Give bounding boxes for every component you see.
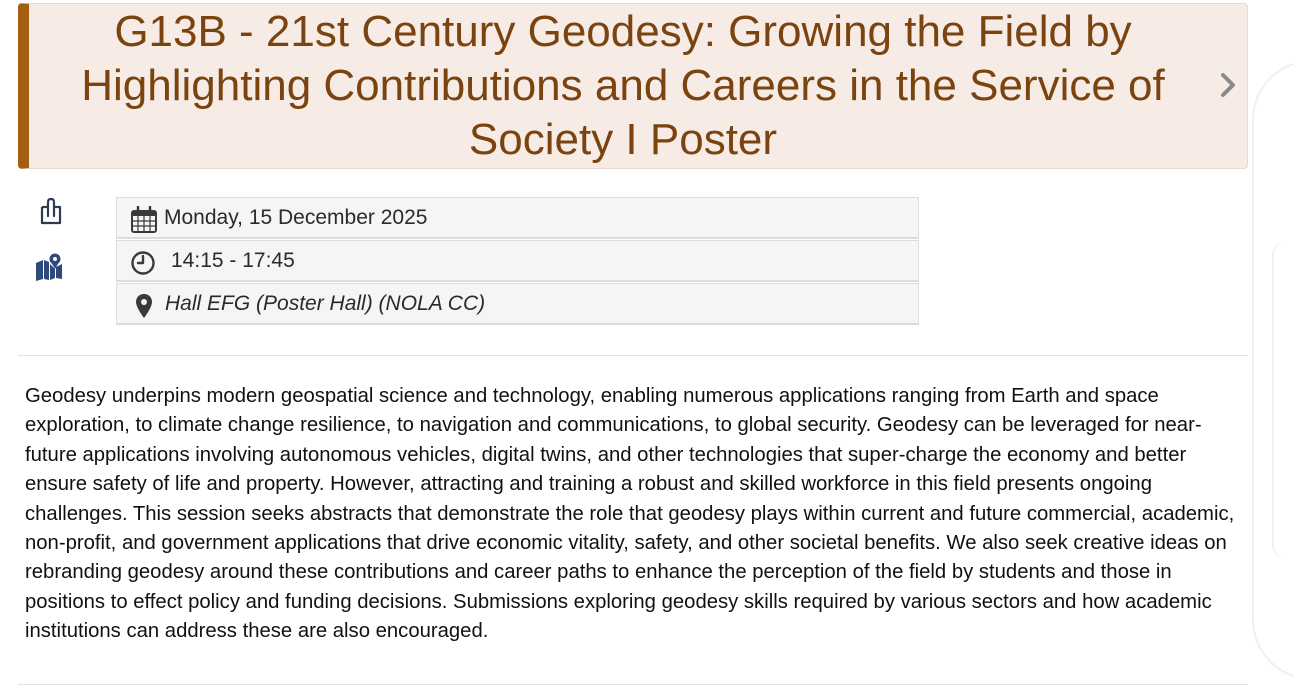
session-header[interactable] (18, 3, 1248, 169)
chevron-right-icon[interactable] (1215, 70, 1241, 100)
location-row[interactable] (116, 283, 919, 325)
share-icon[interactable] (36, 196, 66, 226)
map-icon[interactable] (34, 252, 64, 282)
session-title: G13B - 21st Century Geodesy: Growing the Field by Highlighting Contributions and Careers in the Service of Society I Poster (81, 7, 1165, 164)
session-date: Monday, 15 December 2025 (164, 206, 428, 229)
background-watermark-detail (1272, 240, 1294, 560)
clock-icon (130, 249, 158, 277)
session-location[interactable]: Hall EFG (Poster Hall) (NOLA CC) (165, 292, 486, 315)
session-time: 14:15 - 17:45 (171, 249, 295, 272)
session-description: Geodesy underpins modern geospatial science and technology, enabling numerous applications ranging from Earth and space exploration, to climate change resilience, to navigation and communications, to global security. Geodesy can be leveraged for near-future applications involving autonomous vehicles, digital twins, and other technologies that super-charge the economy and better ensure safety of life and property. However, attracting and training a robust and skilled workforce in this field presents ongoing challenges. This session seeks abstracts that demonstrate the role that geodesy plays within current and future commercial, academic, non-profit, and government applications that drive economic vitality, safety, and other societal benefits. We also seek creative ideas on rebranding geodesy around these contributions and career paths to enhance the perception of the field by students and those in positions to effect policy and funding decisions. Submissions exploring geodesy skills required by various sectors and how academic institutions can address these are also encouraged. (25, 385, 1235, 643)
calendar-icon (130, 206, 158, 234)
divider (18, 684, 1248, 685)
date-row (116, 197, 919, 239)
session-info (116, 197, 919, 326)
time-row (116, 240, 919, 282)
divider (18, 355, 1248, 356)
map-pin-icon (130, 292, 158, 320)
